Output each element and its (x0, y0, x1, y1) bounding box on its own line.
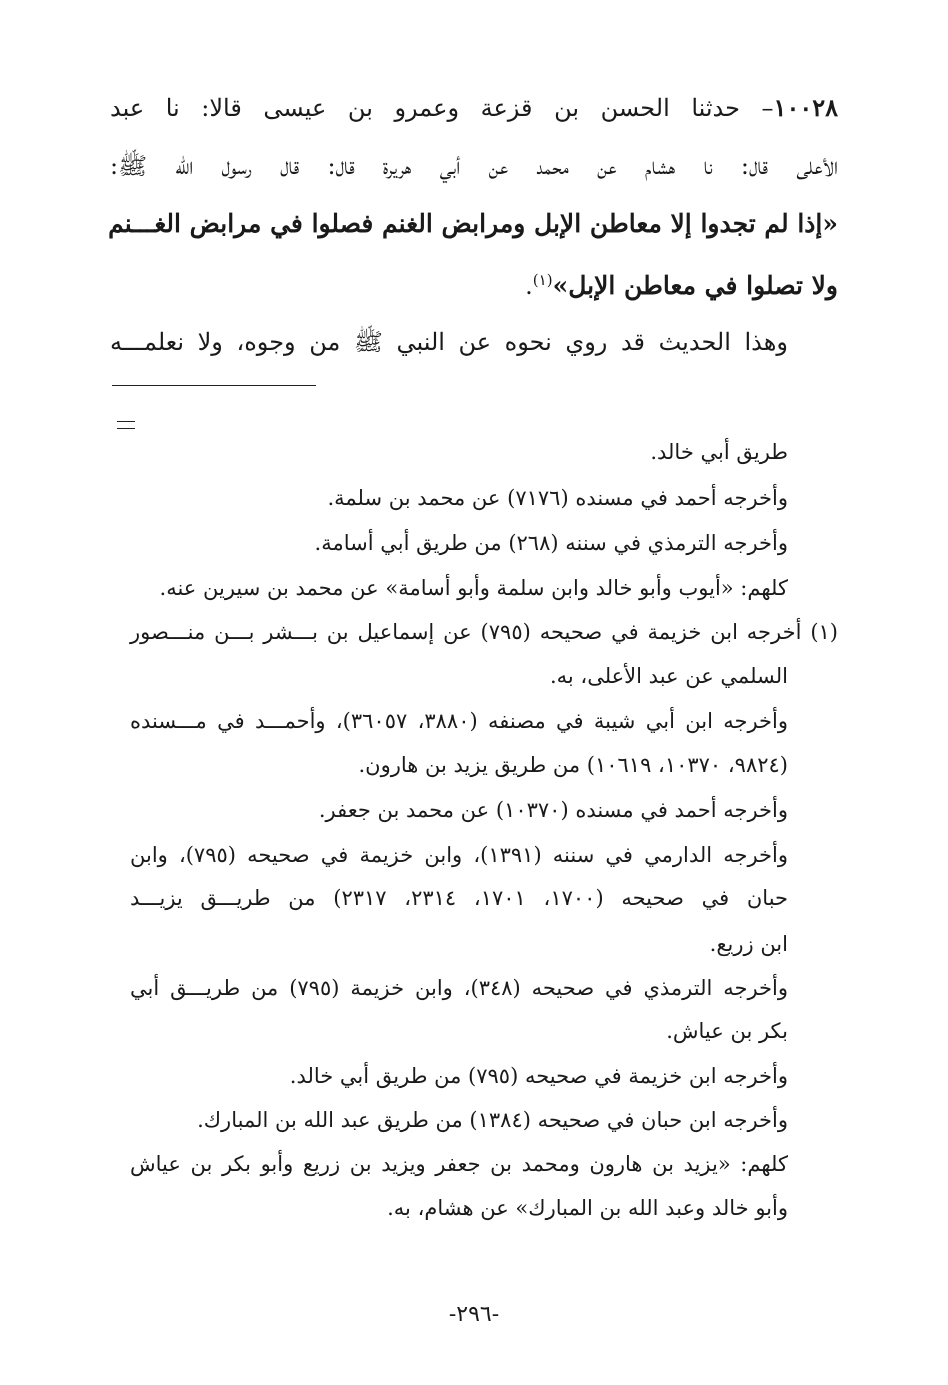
footnote-line: طريق أبي خالد. (650, 440, 788, 464)
footnote-line: وأخرجه أحمد في مسنده (١٠٣٧٠) عن محمد بن جعفر. (318, 798, 788, 822)
hadith-line-3: «إذا لم تجدوا إلا معاطن الإبل ومرابض الغنم فصلوا في مرابض الغـــنم (108, 209, 838, 238)
footnote-line: وأبو خالد وعبد الله بن المبارك» عن هشام، به. (387, 1196, 788, 1220)
hadith-line-4 (525, 264, 838, 302)
footnote-line: وأخرجه ابن أبي شيبة في مصنفه (٣٨٨٠، ٣٦٠٥٧)، وأحمـــد في مـــسنده (130, 709, 789, 733)
hadith-line-4-end: . (525, 272, 533, 300)
hadith-line-2: الأعلى قال: نا هشام عن محمد عن أبي هريرة قال: قال رسول الله ﷺ: (110, 152, 838, 180)
footnote-line: ابن زريع. (709, 932, 788, 956)
hadith-number: ١٠٠٢٨ (773, 93, 838, 122)
hadith-line-1-text: – حدثنا الحسن بن قزعة وعمرو بن عيسى قالا: نا عبد (110, 94, 774, 122)
footnote-line: (٩٨٢٤، ١٠٣٧٠، ١٠٦١٩) من طريق يزيد بن هارون. (358, 753, 788, 777)
page-number: -٢٩٦- (448, 1302, 500, 1327)
hadith-line-4-text: ولا تصلوا في معاطن الإبل» (552, 271, 838, 300)
footnote-line: كلهم: «أيوب وأبو خالد وابن سلمة وأبو أسامة» عن محمد بن سيرين عنه. (159, 576, 788, 600)
footnote-line: كلهم: «يزيد بن هارون ومحمد بن جعفر ويزيد بن زريع وأبو بكر بن عياش (130, 1152, 788, 1176)
footnote-line: (١) أخرجه ابن خزيمة في صحيحه (٧٩٥) عن إسماعيل بن بـــشر بـــن منـــصور (130, 620, 838, 644)
footnote-line: وأخرجه الترمذي في سننه (٢٦٨) من طريق أبي أسامة. (314, 531, 788, 555)
commentary-line: وهذا الحديث قد روي نحوه عن النبي ﷺ من وجوه، ولا نعلمـــه (110, 328, 788, 356)
footnote-line: السلمي عن عبد الأعلى، به. (549, 664, 788, 688)
footnote-line: بكر بن عياش. (666, 1019, 788, 1043)
hadith-line-1 (110, 92, 838, 124)
footnote-line: وأخرجه أحمد في مسنده (٧١٧٦) عن محمد بن سلمة. (327, 486, 788, 510)
footnote-separator (112, 385, 316, 386)
footnote-line: وأخرجه ابن حبان في صحيحه (١٣٨٤) من طريق عبد الله بن المبارك. (197, 1108, 788, 1132)
continuation-mark (117, 421, 135, 435)
footnote-line: حبان في صحيحه (١٧٠٠، ١٧٠١، ٢٣١٤، ٢٣١٧) من طريـــق يزيـــد (130, 886, 789, 910)
footnote-reference: (١) (532, 271, 553, 289)
footnote-line: وأخرجه ابن خزيمة في صحيحه (٧٩٥) من طريق أبي خالد. (289, 1064, 788, 1088)
footnote-line: وأخرجه الدارمي في سننه (١٣٩١)، وابن خزيمة في صحيحه (٧٩٥)، وابن (130, 843, 789, 867)
footnote-line: وأخرجه الترمذي في صحيحه (٣٤٨)، وابن خزيمة (٧٩٥) من طريـــق أبي (130, 976, 788, 1000)
